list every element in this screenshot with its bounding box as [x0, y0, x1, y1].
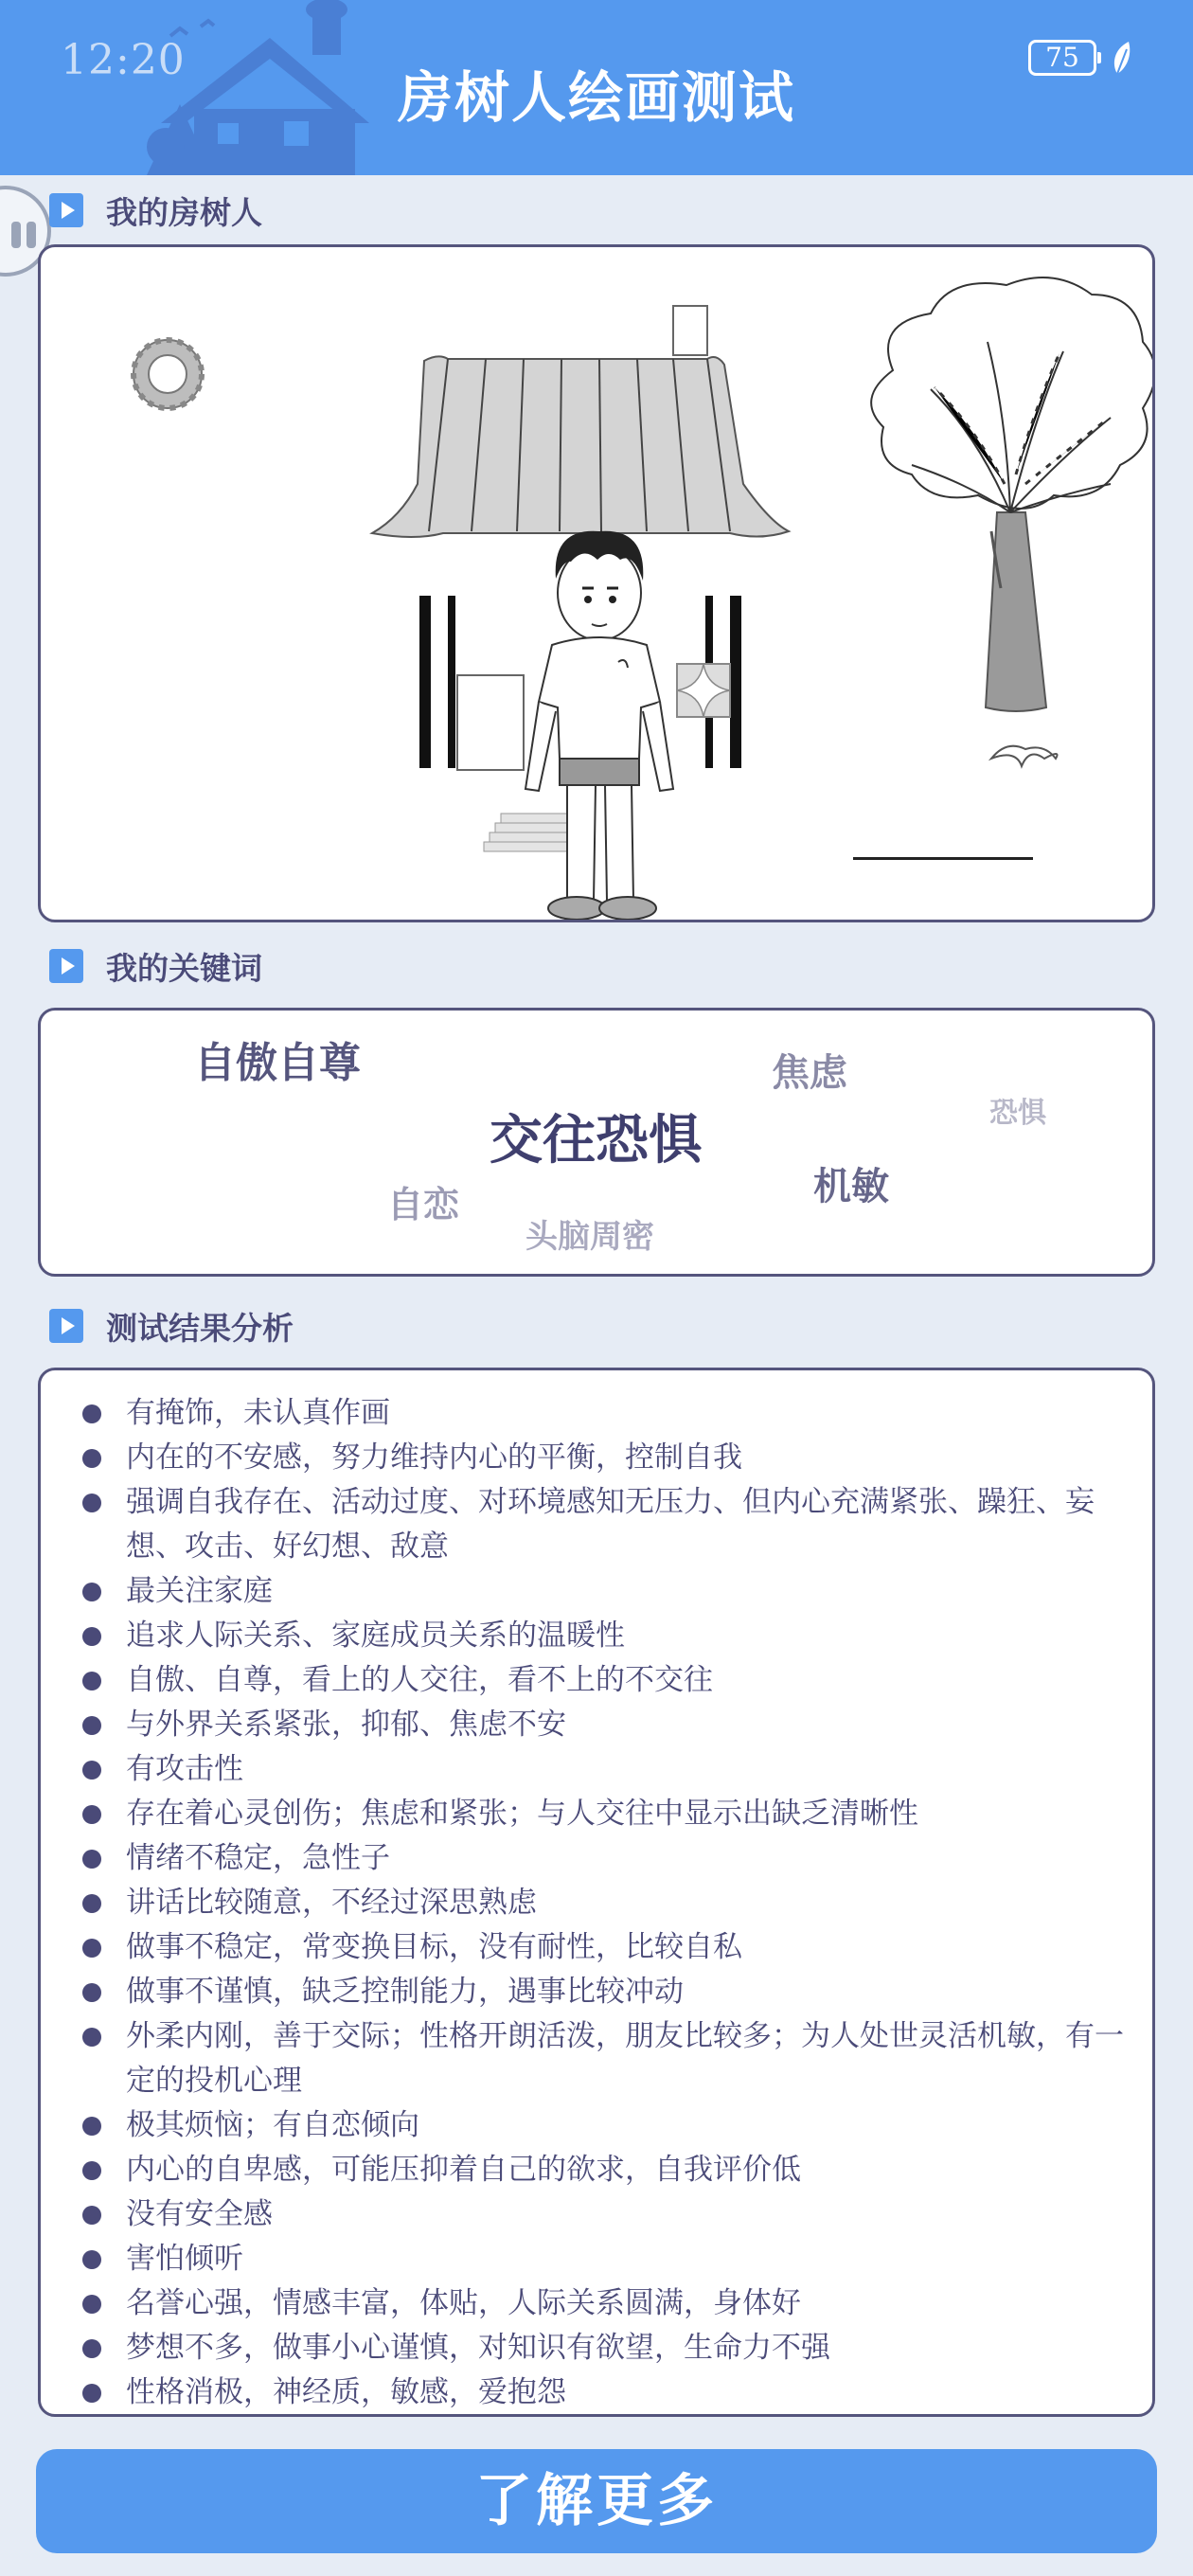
tree-figure	[871, 277, 1152, 766]
learn-more-button[interactable]: 了解更多	[36, 2449, 1157, 2553]
keyword-tag: 恐惧	[989, 1097, 1046, 1130]
drawing-card	[38, 244, 1155, 922]
keyword-tag: 自恋	[387, 1184, 460, 1225]
list-item: 性格消极，神经质，敏感，爱抱怨	[67, 2370, 1131, 2415]
keyword-tag: 自傲自尊	[194, 1039, 361, 1087]
keyword-tag: 头脑周密	[525, 1218, 654, 1256]
leaf-icon	[1110, 40, 1134, 78]
keyword-tag: 焦虑	[772, 1051, 847, 1095]
list-item: 极其烦恼；有自恋倾向	[67, 2103, 1131, 2148]
list-item: 内在的不安感，努力维持内心的平衡，控制自我	[67, 1436, 1131, 1480]
list-item: 做事不稳定，常变换目标，没有耐性，比较自私	[67, 1925, 1131, 1970]
list-item: 没有安全感	[67, 2192, 1131, 2237]
list-item: 名誉心强，情感丰富，体贴，人际关系圆满，身体好	[67, 2281, 1131, 2326]
list-item: 情绪不稳定，急性子	[67, 1836, 1131, 1881]
status-time: 12:20	[61, 36, 186, 84]
sun-icon	[134, 340, 202, 408]
section-title: 测试结果分析	[106, 1309, 294, 1347]
page-title: 房树人绘画测试	[397, 65, 795, 130]
analysis-card	[38, 1368, 1155, 2417]
section-title: 我的房树人	[106, 193, 262, 231]
keyword-tag: 机敏	[813, 1165, 889, 1208]
list-item: 与外界关系紧张，抑郁、焦虑不安	[67, 1703, 1131, 1747]
list-item: 最关注家庭	[67, 1569, 1131, 1614]
list-item: 有攻击性	[67, 1747, 1131, 1792]
keyword-cloud-card	[38, 1008, 1155, 1277]
play-icon	[49, 193, 83, 227]
list-item: 强调自我存在、活动过度、对环境感知无压力、但内心充满紧张、躁狂、妄想、攻击、好幻想、敌意	[67, 1480, 1131, 1569]
keyword-tag: 交往恐惧	[490, 1110, 702, 1172]
section-keywords	[49, 947, 262, 985]
list-item: 追求人际关系、家庭成员关系的温暖性	[67, 1614, 1131, 1658]
list-item: 存在着心灵创伤；焦虑和紧张；与人交往中显示出缺乏清晰性	[67, 1792, 1131, 1836]
list-item: 内心的自卑感，可能压抑着自己的欲求，自我评价低	[67, 2148, 1131, 2192]
list-item: 有掩饰，未认真作画	[67, 1391, 1131, 1436]
app-header	[0, 0, 1193, 175]
battery-indicator: 75	[1028, 40, 1096, 76]
list-item: 害怕倾听	[67, 2237, 1131, 2281]
play-icon	[49, 1309, 83, 1343]
section-my-drawing	[49, 191, 262, 229]
list-item: 讲话比较随意，不经过深思熟虑	[67, 1881, 1131, 1925]
play-icon	[49, 949, 83, 983]
section-analysis	[49, 1307, 294, 1345]
house-tree-person-drawing	[41, 247, 1152, 920]
section-title: 我的关键词	[106, 949, 262, 987]
list-item: 做事不谨慎，缺乏控制能力，遇事比较冲动	[67, 1970, 1131, 2014]
list-item: 外柔内刚，善于交际；性格开朗活泼，朋友比较多；为人处世灵活机敏，有一定的投机心理	[67, 2014, 1131, 2103]
list-item: 自傲、自尊，看上的人交往，看不上的不交往	[67, 1658, 1131, 1703]
person-figure	[525, 531, 673, 920]
analysis-list	[67, 1391, 1131, 2415]
list-item: 梦想不多，做事小心谨慎，对知识有欲望，生命力不强	[67, 2326, 1131, 2370]
